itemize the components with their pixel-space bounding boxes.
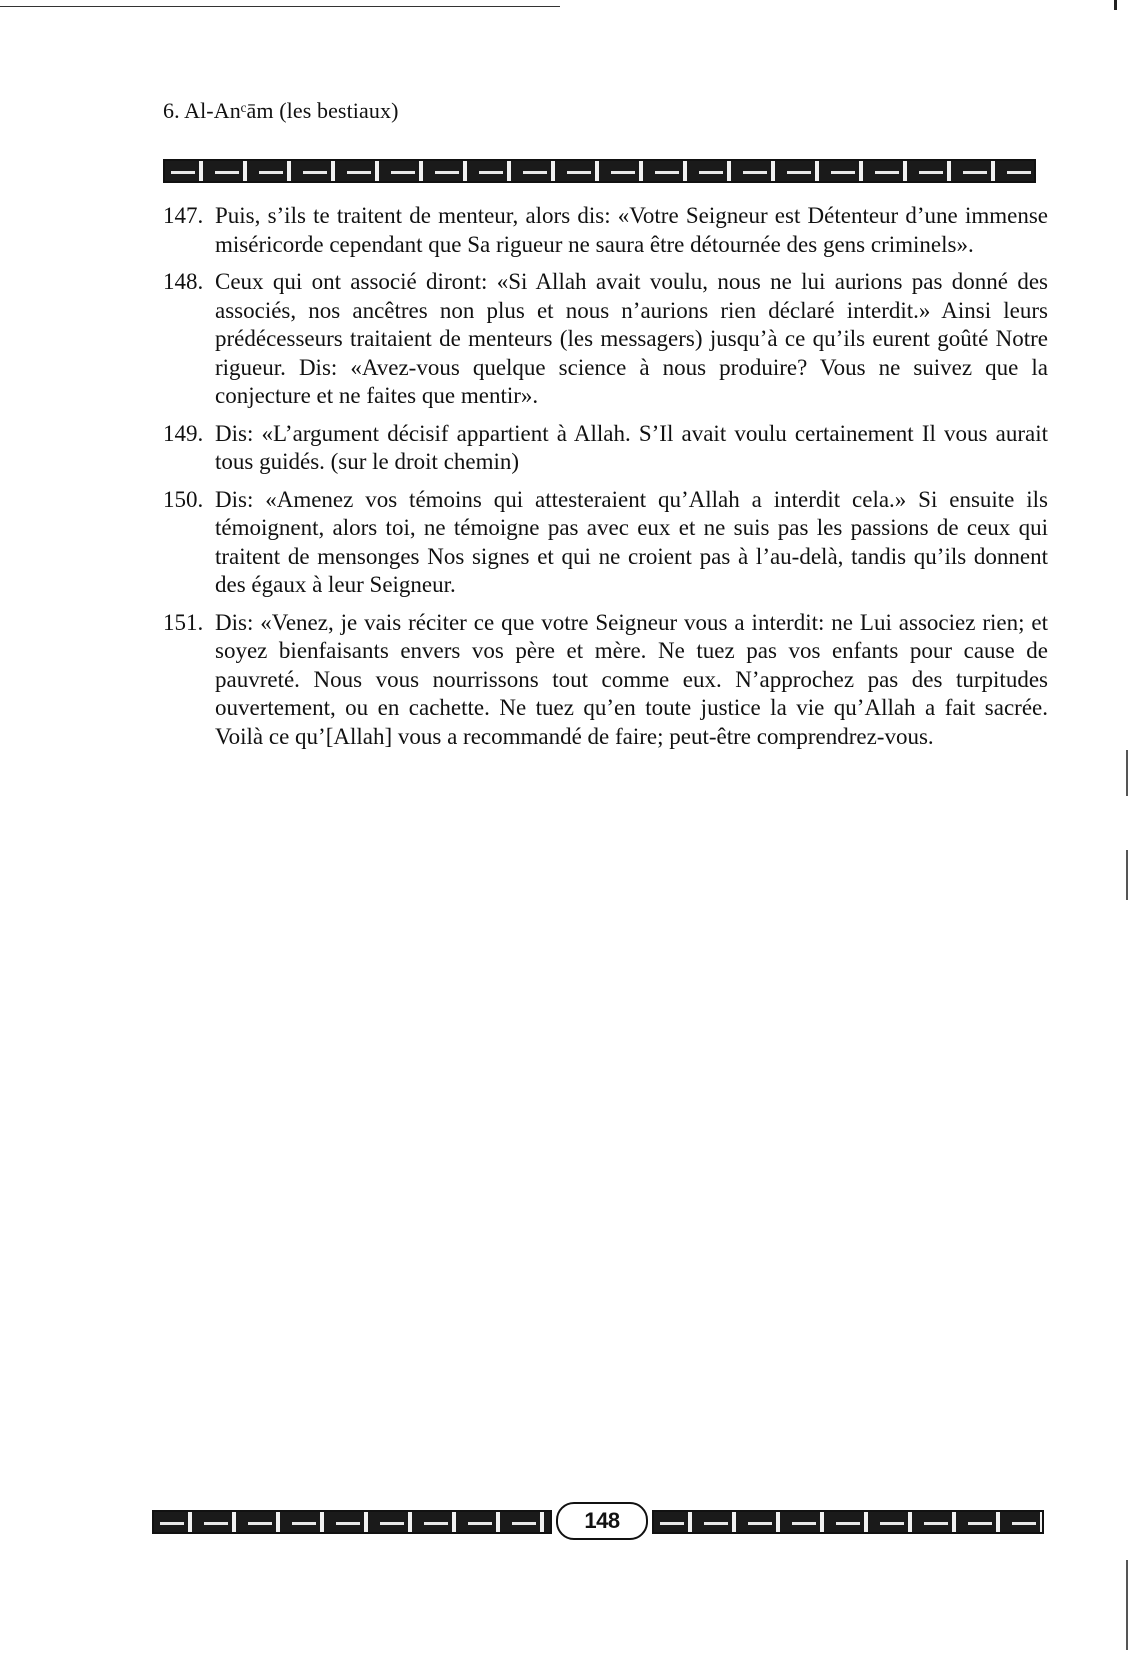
scan-edge-mark: [1126, 850, 1128, 900]
scan-edge-mark: [1126, 1560, 1128, 1650]
verse-number: 147.: [163, 203, 204, 228]
verse-text: Dis: «Venez, je vais réciter ce que votre Seigneur vous a interdit: ne Lui associez rien; et soyez bienfaisants envers vos père et mère. Ne tuez pas vos enfants pour cause de pauvreté. Nous vous nourrissons tout comme eux. N’approchez pas des turpitudes ouvertement, ou en cachette. Ne tuez qu’en toute justice la vie qu’Allah a fait sacrée. Voilà ce qu’[Allah] vous a recommandé de faire; peut-être comprendrez-vous.: [215, 609, 1048, 749]
verse-number: 149.: [163, 420, 204, 446]
ornamental-footer-band-right: [652, 1510, 1044, 1534]
scan-corner-mark: [1114, 0, 1117, 10]
verse: [163, 486, 1048, 600]
page-number: 148: [556, 1502, 648, 1540]
scan-top-rule: [0, 6, 560, 7]
verse-text: Dis: «L’argument décisif appartient à Allah. S’Il avait voulu certainement Il vous aurait tous guidés. (sur le droit chemin): [215, 420, 1048, 474]
verse: [163, 609, 1048, 752]
verse-number: 151.: [163, 609, 204, 635]
verse-text: Dis: «Amenez vos témoins qui attesteraient qu’Allah a interdit cela.» Si ensuite ils témoignent, alors toi, ne témoigne pas avec eux et ne suis pas les passions de ceux qui traitent de mensonges Nos signes et qui ne croient pas à l’au-delà, tandis qu’ils donnent des égaux à leur Seigneur.: [215, 486, 1048, 597]
ornamental-footer-band-left: [152, 1510, 552, 1534]
verse: [163, 202, 1048, 259]
verse-list: [163, 202, 1048, 760]
verse-number: 148.: [163, 269, 204, 294]
running-title: 6. Al-Anᶜām (les bestiaux): [163, 98, 399, 123]
ornamental-header-band: [163, 159, 1036, 183]
verse-text: Puis, s’ils te traitent de menteur, alors dis: «Votre Seigneur est Détenteur d’une immense miséricorde cependant que Sa rigueur ne saura être détournée des gens criminels».: [215, 203, 1048, 257]
verse: [163, 420, 1048, 477]
verse-text: Ceux qui ont associé diront: «Si Allah avait voulu, nous ne lui aurions pas donné des associés, nos ancêtres non plus et nous n’aurions rien déclaré interdit.» Ainsi leurs prédécesseurs traitaient de menteurs (les messagers) jusqu’à ce qu’ils eurent goûté Notre rigueur. Dis: «Avez-vous quelque science à nous produire? Vous ne suivez que la conjecture et ne faites que mentir».: [215, 269, 1048, 408]
verse-number: 150.: [163, 486, 204, 512]
verse: [163, 268, 1048, 411]
scan-edge-mark: [1126, 750, 1128, 796]
